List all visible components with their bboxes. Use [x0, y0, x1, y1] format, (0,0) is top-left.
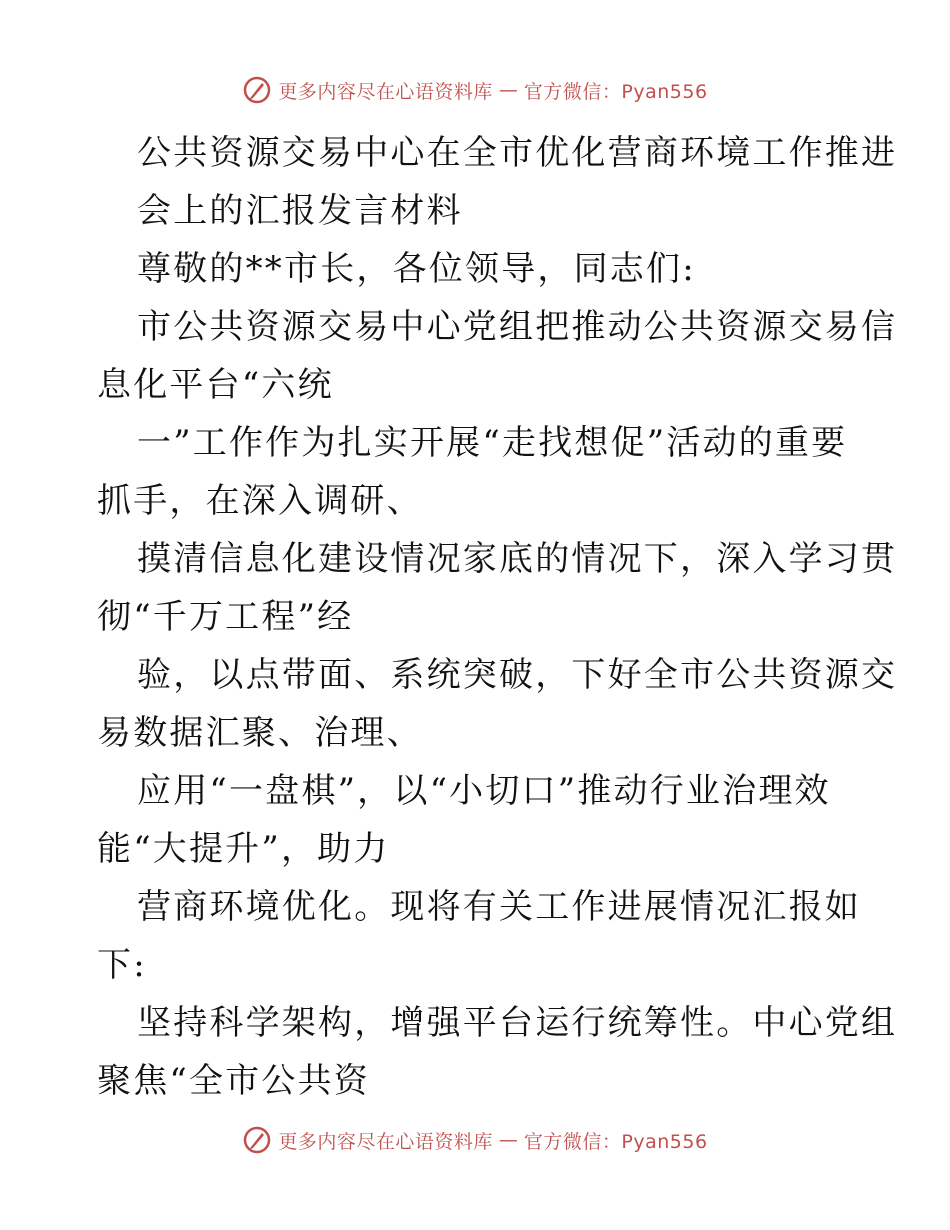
paragraph-line: 营商环境优化。现将有关工作进展情况汇报如: [137, 887, 861, 927]
paragraph-line: 息化平台“六统: [97, 365, 334, 405]
watermark-separator: —: [498, 79, 518, 101]
watermark-separator: —: [498, 1129, 518, 1151]
document-body: [97, 124, 898, 1110]
watermark-text: 更多内容尽在心语资料库: [278, 80, 493, 103]
quill-logo-icon: [242, 1125, 272, 1155]
watermark-footer: [0, 1120, 950, 1160]
watermark-text: 更多内容尽在心语资料库: [278, 1130, 493, 1153]
paragraph-line: 市公共资源交易中心党组把推动公共资源交易信: [137, 307, 898, 347]
paragraph-line: 聚焦“全市公共资: [97, 1061, 370, 1101]
paragraph-line: 应用“一盘棋”，以“小切口”推动行业治理效: [137, 771, 831, 811]
paragraph-line: 坚持科学架构，增强平台运行统筹性。中心党组: [137, 1003, 898, 1043]
paragraph-line: 抓手，在深入调研、: [97, 481, 423, 521]
paragraph-line: 彻“千万工程”经: [97, 597, 354, 637]
watermark-header: [0, 70, 950, 110]
salutation: 尊敬的**市长，各位领导，同志们:: [137, 249, 696, 289]
paragraph-line: 一”工作作为扎实开展“走找想促”活动的重要: [137, 423, 848, 463]
paragraph-line: 下:: [97, 945, 147, 985]
title-line-1: 公共资源交易中心在全市优化营商环境工作推进: [137, 133, 898, 173]
watermark-contact: 官方微信：Pyan556: [523, 80, 708, 103]
paragraph-line: 能“大提升”，助力: [97, 829, 390, 869]
paragraph-line: 验，以点带面、系统突破，下好全市公共资源交: [137, 655, 898, 695]
quill-logo-icon: [242, 75, 272, 105]
paragraph-line: 易数据汇聚、治理、: [97, 713, 423, 753]
title-line-2: 会上的汇报发言材料: [137, 191, 463, 231]
paragraph-line: 摸清信息化建设情况家底的情况下，深入学习贯: [137, 539, 898, 579]
watermark-contact: 官方微信：Pyan556: [523, 1130, 708, 1153]
